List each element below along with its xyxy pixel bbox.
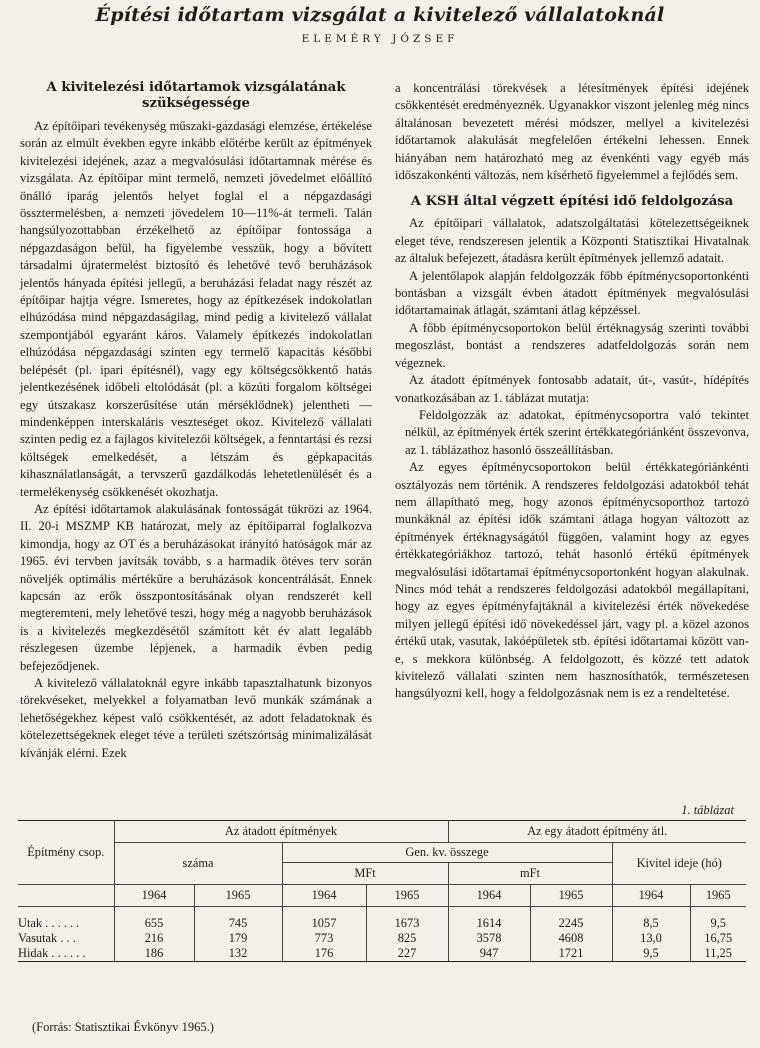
table-source-note: (Forrás: Statisztikai Évkönyv 1965.)	[32, 1020, 214, 1034]
author-line: ELEMÉRY JÓZSEF	[301, 33, 459, 45]
right-column	[395, 80, 749, 703]
header-category: Építmény csop.	[18, 821, 114, 885]
article-title: Építési időtartam vizsgálat a kivitelező vállalatoknál	[95, 4, 665, 26]
table-cell: 9,5	[612, 946, 690, 962]
year-header: 1965	[194, 885, 282, 907]
table-cell: 3578	[448, 931, 530, 946]
year-header: 1965	[366, 885, 448, 907]
table-cell: 773	[282, 931, 366, 946]
paragraph-continued: a koncentrálási törekvések a létesítmények építési idejének csökkentését eredményeznék. Ugyanakkor viszont jelenleg még nincs általánosan bevezetett mérési módszer, mellyel a kivitelezési időtartamok alakulását megfelelően értékelni lehessen. Ennek hiányában nem határozható meg az évenkénti vagy egyéb más időszakonkénti változás, nem kísérhető figyelemmel a fejlődés sem.	[395, 81, 749, 183]
header-gen-total: Gen. kv. összege	[282, 843, 612, 863]
paragraph: Az építőipari tevékenység műszaki-gazdasági elemzése, értékelése során az elmúlt években egyre inkább előtérbe került az építmények kivitelezési idejének, azaz a megvalósulási időtartamnak mérése és vizsgálata. Az építőipar mint termelő, nemzeti jövedelmet előállító önálló iparág jelentős helyet foglal el a népgazdasági össztermelésben, a nemzeti jövedelem 10—11%-át termeli. Talán hangsúlyozottabban érzékelhető az építőipar fontossága a népgazdaságon belül, ha figyelembe vesszük, hogy a bővített társadalmi újratermelést biztosító és lehetővé tevő beruházások jelentős hányada építési jellegű, a beruházási feladat nagy részét az építőipar hajtja végre. Ismeretes, hogy az építkezések indokolatlan elhúzódása mind népgazdaságilag, mind pedig a kivitelező vállalat szempontjából egyaránt káros. Valamely építkezés indokolatlan elhúzódása népgazdasági szinten egy termelő kapacitás későbbi belépését (pl. ipari építésnél), vagy egy költségcsökkentő hatás jelentkezésének időbeli eltolódását (pl. a közúti forgalom költségei egy útszakasz korszerűsítése után mérséklődnek) jelentheti — mindenképpen interskaláris veszteséget okoz. Kivitelező vállalati szinten pedig ez a fajlagos kivitelezői költségek, a fenntartási és rezsi költségek emelkedését, a létszám és gépkapacitás kihasználatlanságát, a tervszerű gazdálkodás lehetetlenülését és a termelékenység csökkenését okozhatja.	[20, 119, 372, 499]
paragraph: Az építőipari vállalatok, adatszolgáltatási kötelezettségeiknek eleget téve, rendszeresen jelentik a Központi Statisztikai Hivatalnak az általuk befejezett, átadásra került építmények jellemző adatait.	[395, 216, 749, 266]
year-header: 1964	[448, 885, 530, 907]
row-label: Utak . . . . . .	[18, 916, 114, 931]
year-header: 1964	[282, 885, 366, 907]
table-cell: 947	[448, 946, 530, 962]
row-label: Hidak . . . . . .	[18, 946, 114, 962]
table-cell: 2245	[530, 916, 612, 931]
header-unit-mft: MFt	[282, 863, 448, 885]
header-group-average: Az egy átadott építmény átl.	[448, 821, 746, 843]
table-cell: 8,5	[612, 916, 690, 931]
table-cell: 11,25	[690, 946, 746, 962]
paragraph: A főbb építménycsoportokon belül értéknagyság szerinti további megoszlást, bontást a rendszeres adatfeldolgozás során nem végeznek.	[395, 320, 749, 370]
header-count: száma	[114, 843, 282, 885]
table-cell: 179	[194, 931, 282, 946]
table-cell: 216	[114, 931, 194, 946]
header-duration: Kivitel ideje (hó)	[636, 856, 722, 870]
header-group-delivered: Az átadott építmények	[114, 821, 448, 843]
table-cell: 1673	[366, 916, 448, 931]
paragraph: Az átadott építmények fontosabb adatait, út-, vasút-, hídépítés vonatkozásában az 1. táblázat mutatja:	[395, 373, 749, 405]
year-header: 1965	[690, 885, 746, 907]
table-cell: 825	[366, 931, 448, 946]
paragraph: Az egyes építménycsoportokon belül értékkategóriánkénti osztályozás nem történik. A rendszeres feldolgozási adatokból tehát nem állapítható meg, hogy azonos építménycsoporthoz tartozó munkáknál az építési idők számtani átlaga hogyan változott az építmények értéknagyságától függően, valamint hogy az egyes értékkategóriákhoz tartozó, tehát hasonló értékű építmények megvalósulási időtartamai építménycsoportonként hogyan alakulnak. Nincs mód tehát a rendszeres feldolgozási adatokból megállapítani, hogy az egyes építményfajtáknál a kivitelezési érték növekedése milyen jellegű építési idő növekedéssel járt, vagy pl. a közel azonos értékű utak, vasutak, lakóépületek stb. építési időtartamai között van-e, s mekkora különbség. A feldolgozott, és közzé tett adatok kivitelező vállalati szinten nem hasznosíthatók, természetesen hangsúlyozni kell, hogy a feldolgozásnak nem is ez a rendeltetése.	[395, 460, 749, 701]
table-cell: 9,5	[710, 915, 726, 930]
section-heading-ksh: A KSH által végzett építési idő feldolgozása	[410, 194, 734, 210]
table-cell: 132	[194, 946, 282, 962]
year-header: 1965	[530, 885, 612, 907]
table-cell: 655	[114, 916, 194, 931]
table-cell: 1721	[530, 946, 612, 962]
year-header: 1964	[612, 885, 690, 907]
table-cell: 1614	[448, 916, 530, 931]
table-cell: 186	[114, 946, 194, 962]
table-cell: 176	[282, 946, 366, 962]
quote-paragraph: Feldolgozzák az adatokat, építménycsoportra való tekintet nélkül, az építmények érték szerint értékkategóriánként összevonva, az 1. táblázathoz hasonló összeállításban.	[405, 407, 749, 457]
table-cell: 745	[194, 916, 282, 931]
header-unit-mft-small: mFt	[448, 863, 612, 885]
section-heading-necessity: A kivitelezési időtartamok vizsgálatának szükségessége	[46, 80, 346, 111]
year-header: 1964	[114, 885, 194, 907]
table-cell: 13,0	[612, 931, 690, 946]
paragraph: Az építési időtartamok alakulásának fontosságát tükrözi az 1964. II. 20-i MSZMP KB határozat, mely az építőiparral foglalkozva kimondja, hogy az OT és a beruházásokat irányító hatóságok már az 1965. évi tervben javítsák tovább, s a harmadik ötéves terv során növeljék optimális mértékűre a beruházások koncentrálását. Ennek kapcsán az erők összpontosításának olyan rendszerét kell megteremteni, mely lehetővé teszi, hogy még a nagyobb beruházások is a kivitelezés megkezdésétől számított két év alatt legalább részlegesen üzembe lépjenek, a harmadik évben pedig befejeződjenek.	[20, 501, 372, 673]
paragraph: A kivitelező vállalatoknál egyre inkább tapasztalhatunk bizonyos törekvéseket, melyekkel a folyamatban levő munkák számának a lehetőségekhez képest való csökkentését, az adott feladatoknak és kötelezettségeknek eleget téve a területi szétszórtság minimalizálását kívánják elérni. Ezek	[20, 676, 372, 760]
table-reference-label: 1. táblázat	[681, 803, 734, 817]
table-row	[18, 931, 746, 946]
table-row	[18, 946, 746, 962]
table-cell: 16,75	[704, 930, 733, 945]
table-cell: 227	[366, 946, 448, 962]
table-cell: 1057	[282, 916, 366, 931]
table-cell: 4608	[530, 931, 612, 946]
table-row	[18, 916, 746, 931]
row-label: Vasutak . . .	[18, 931, 114, 946]
left-column	[20, 80, 372, 762]
paragraph: A jelentőlapok alapján feldolgozzák főbb építménycsoportonkénti bontásban a vizsgált évben átadott építmények megvalósulási időtartamainak átlagát, számtani átlag képzéssel.	[395, 268, 749, 318]
data-table	[18, 820, 746, 962]
